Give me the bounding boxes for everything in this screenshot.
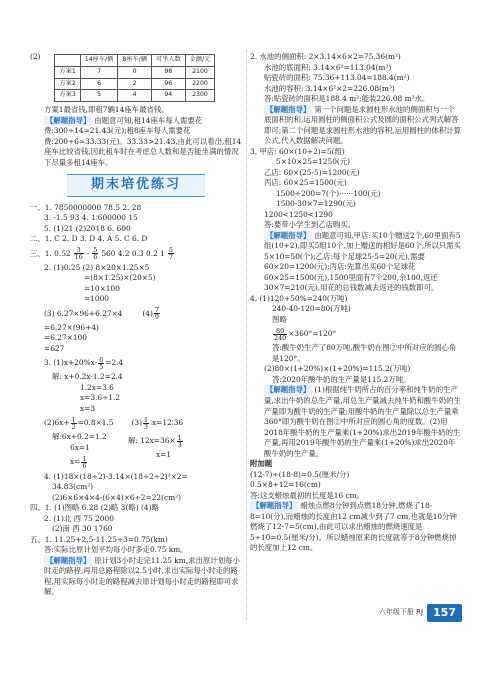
answer-line: =10×100 <box>84 283 120 293</box>
answer-line <box>128 432 184 450</box>
fraction <box>98 357 104 371</box>
hint-block <box>250 105 462 147</box>
hint-label: 【解题指导】 <box>266 230 311 240</box>
answer-text: ∶x=12∶36 <box>150 418 184 428</box>
question-number: (2) <box>30 52 41 61</box>
hint-block <box>30 116 242 169</box>
table-cell: 2100 <box>185 66 215 78</box>
denominator: 6 <box>93 253 98 262</box>
table-cell: 96 <box>151 78 185 90</box>
hint-text: (1)根据纯牛奶所占的百分率和纯牛奶的生产量,求出牛奶的总生产量,用总生产量减去纯牛奶和酸牛奶的生产量即为酸牛奶的生产量;用酸牛奶的生产量除以总生产量乘360°即为酸牛奶在图②中所对应的圆心角的度数。(2)用2018年酸牛奶的生产量乘(1+20%)求出2019年酸牛奶的生产量,再用2019年酸牛奶的生产量乘(1+20%)求出2020年酸牛奶的生产量。 <box>264 385 461 458</box>
answer-line: 贴瓷砖的面积: 75.36+113.04=188.4(m²) <box>264 73 410 83</box>
answer-line: (12-7)÷(18-8)=0.5(厘米/分) <box>250 469 350 479</box>
answer-line: 3. 甲店: 60×(10+2)=5(组) <box>250 146 345 156</box>
answer-line: 解:6x+0.2=1.2 <box>52 432 107 442</box>
answer-line: 4. (1)18×(18÷2)-3.14×(18÷2÷2)²×2= <box>44 471 188 481</box>
hint-block <box>30 556 242 598</box>
table-cell: 方案1 <box>55 66 80 78</box>
answer-line: 答:酸牛奶生产了80万吨,酸牛奶在图②中所对应的圆心角是120°。 <box>272 343 457 363</box>
hint-text: 由题意可知,甲店:买10个赠送2个,60里面有5组(10+2),即买5组10个,加上赠送的相好是60个,所以只需买5×10=50(个);乙店:每个足球25-5=20(元),需要60×20=1200(元);丙店:先算出买60个足球花60×25=1500(元),1500里面有7个200,余100,返还30×7=210(元),用花的总钱数减去返还的钱数即可。 <box>264 230 462 293</box>
table-cell: 0 <box>118 66 152 78</box>
extra-title: 附加题 <box>250 459 273 469</box>
table-header <box>55 55 80 67</box>
table-cell: 2300 <box>185 90 215 102</box>
table-row <box>55 78 215 90</box>
table-header: 14座车/辆 <box>80 55 118 67</box>
section-banner <box>30 174 242 196</box>
answer-line: x=3.6÷1.2 <box>80 393 121 403</box>
answer-line: 1500÷200=7(个)······100(元) <box>276 188 381 198</box>
hint-label: 【解题指导】 <box>46 555 91 565</box>
fraction <box>71 417 77 431</box>
table-cell: 5 <box>80 90 118 102</box>
answer-line: x=1 <box>156 450 172 460</box>
fraction <box>92 247 98 261</box>
answer-text: (2)6x+ <box>44 418 70 428</box>
answer-line: 四、1. (1)图略 6.28 (2)略 3(略) (4)略 <box>30 503 159 513</box>
answer-line: =1000 <box>84 294 110 304</box>
numerator: 1 <box>71 415 76 424</box>
column-divider <box>246 50 247 620</box>
answer-text: =0.8×1.5 <box>77 418 114 428</box>
answer-line: (2)6×6×4×4-(6×4)×6÷2=22(cm²) <box>52 492 181 502</box>
answer-line: 1200<1250<1290 <box>264 209 333 219</box>
answer-line: 5×10×25=1250(元) <box>276 157 351 167</box>
answer-line: 一、1. 7850000000 78.5 2. 28 <box>30 202 142 212</box>
hint-label: 【解题指导】 <box>266 385 311 395</box>
answer-line: 丙店: 60×25=1500(元) <box>264 178 347 188</box>
answer-text: - <box>86 248 90 258</box>
answer-line: 五、1. 11.25+2.5-11.25÷3=0.75(km) <box>30 534 168 544</box>
answer-text: x= <box>70 457 81 467</box>
table-cell: 2 <box>118 78 152 90</box>
fraction <box>81 456 87 470</box>
fraction <box>177 435 183 449</box>
equation-solutions <box>30 432 242 471</box>
hint-text: 原计划3小时走完11.25 km,求出原计划每小时走的路程,再用总路程除以2.5小时,求出实际每小时走的路程,用实际每小时走的路程减去原计划每小时走的路程即可求解。 <box>44 555 240 597</box>
answer-line: 1500-30×7=1290(元) <box>276 199 356 209</box>
right-column <box>250 52 462 554</box>
answer-line: 答:实际比原计划平均每小时多走0.75 km。 <box>44 545 188 555</box>
table-header: 8座车/辆 <box>118 55 152 67</box>
answer-text: ×360°=120° <box>288 329 337 339</box>
denominator: 5 <box>99 362 104 371</box>
answer-line: 水池的底面积: 3.14×6²=113.04(m²) <box>264 62 392 72</box>
hint-label: 【解题指导】 <box>252 501 297 511</box>
answer-text: 解: 12x=36× <box>128 436 176 446</box>
answer-line: (2)80×(1+20%)×(1+20%)=115.2(万吨) <box>264 364 411 374</box>
answer-line: 答:2020年酸牛奶的生产量是115.2万吨。 <box>272 374 411 384</box>
numerator: 80 <box>273 328 287 335</box>
answer-line: 2. 水池的侧面积: 2×3.14×6×2=75.36(m²) <box>250 52 401 61</box>
numerator: 3 <box>74 247 84 254</box>
bus-plan-table <box>54 54 215 102</box>
table-cell: 方案3 <box>55 90 80 102</box>
answer-line: 答:贴瓷砖的面积是188.4 m²;能装226.08 m³水。 <box>264 94 430 104</box>
table-cell: 方案2 <box>55 78 80 90</box>
table-row <box>55 90 215 102</box>
fraction <box>143 417 149 431</box>
denominator: 9 <box>154 313 159 322</box>
answer-line: =(8×1.25)×(20×5) <box>84 273 156 283</box>
numerator: 5 <box>168 245 173 254</box>
equation-3-solution <box>128 432 184 471</box>
answer-line: 6x=1 <box>70 442 90 452</box>
table-cell: 7 <box>80 66 118 78</box>
answer-line: 0.5×8+12=16(cm) <box>250 480 321 490</box>
table-cell: 98 <box>151 66 185 78</box>
answer-text: 3. (1)x+20%x- <box>44 358 98 368</box>
answer-line <box>30 245 242 263</box>
denominator: 7 <box>168 253 173 262</box>
denominator: 3 <box>144 422 149 431</box>
denominator: 16 <box>74 253 83 262</box>
grade-label: 六年级下册 RJ <box>378 607 424 616</box>
fraction <box>154 307 160 321</box>
fraction <box>168 247 174 261</box>
left-column <box>30 52 242 598</box>
table-cell: 2200 <box>185 78 215 90</box>
denominator: 240 <box>274 333 287 342</box>
answer-line: 答:要带小学生到乙店购买。 <box>264 220 356 230</box>
answer-text: 三、1. 0.52 <box>30 248 71 258</box>
answer-text: (3) 6.27×96+6.27×4 <box>44 308 123 318</box>
answer-line: 乙店: 60×(25-5)=1200(元) <box>264 167 360 177</box>
fraction <box>74 247 84 261</box>
answer-line <box>30 305 242 323</box>
answer-line: 2. (1)北 西 75 2000 <box>44 513 114 523</box>
answer-line <box>30 454 128 472</box>
numerator: 7 <box>154 305 159 314</box>
table-header: 金额/元 <box>185 55 215 67</box>
answer-line: =6.27×100 <box>44 333 87 343</box>
answer-line: 图略 <box>272 314 287 324</box>
denominator: 6 <box>82 462 87 470</box>
page-footer <box>379 604 462 622</box>
answer-line <box>30 354 242 372</box>
answer-line: =627 <box>44 343 65 353</box>
numerator: 1 <box>144 415 149 424</box>
answer-line: 答:这支蜡烛最初的长度是16 cm。 <box>250 490 365 500</box>
hint-block <box>250 231 462 294</box>
table-cell: 4 <box>118 90 152 102</box>
answer-line: 2. (1)0.25 (2) 8×20×1.25×5 <box>44 262 150 272</box>
answer-line: 4. (1)120+50%=240(万吨) <box>250 293 348 303</box>
answer-line: 5. (1)21 (2)2018 6. 600 <box>44 223 131 233</box>
conclusion-text: 方案1最省钱,即租7辆14座车最省钱。 <box>44 105 169 115</box>
answer-line: 1.2x=3.6 <box>80 382 114 392</box>
numerator: 1 <box>82 454 87 463</box>
answer-line: 水池的容积: 3.14×6²×2=226.08(m³) <box>264 83 395 93</box>
hint-label: 【解题指导】 <box>266 104 311 114</box>
answer-line: 240-40-120=80(万吨) <box>272 304 351 314</box>
equation-2-solution <box>30 432 128 471</box>
hint-block <box>250 501 462 554</box>
answer-line: x=3 <box>80 403 96 413</box>
page-number: 157 <box>427 604 462 622</box>
fraction <box>273 328 287 342</box>
answer-text: =2.4 <box>105 358 124 368</box>
answer-line: (2)南 西 30 1760 <box>52 524 113 534</box>
denominator: 3 <box>177 440 182 449</box>
question-2-table-block <box>30 52 242 102</box>
numerator: 1 <box>177 433 182 442</box>
answer-line: 解: x+0.2x-1.2=2.4 <box>52 372 123 382</box>
hint-text: 由题意可知,租14座车每人需要花费:300÷14≈21.43(元);租8座车每人需要花费:200÷6≈33.33(元)。33.33>21.43,由此可以看出,租14座车比较省钱,因此租车时在考虑总人数和是否能坐满的情况下尽量多租14座车。 <box>44 115 242 167</box>
hint-text: 蜡烛点燃8分钟到点燃18分钟,燃烧了18-8=10(分),而蜡烛的长度由12 cm减少到了7 cm,也就是10分钟燃烧了12-7=5(cm),由此可以求出蜡烛的燃烧速度是5÷10=0.5(厘米/分)。所以蜡烛原来的长度就等于8分钟燃烧掉的长度加上12 cm。 <box>250 501 457 553</box>
answer-text: (4) <box>142 308 153 318</box>
hint-block <box>250 385 462 459</box>
banner-title: 期末培优练习 <box>67 174 205 196</box>
answer-text: 560 4.2 0.3 0.2 1 <box>101 248 165 258</box>
answer-line: =6.27×(96+4) <box>44 322 99 332</box>
table-cell: 94 <box>151 90 185 102</box>
numerator: 5 <box>93 245 98 254</box>
hint-text: 第一个问题是求圆柱形水池的侧面积与一个底面积的和,运用圆柱的侧面积公式及圆的面积公式列式解答即可;第二个问题是求圆柱形水池的容积,运用圆柱的体积计算公式,代入数据解决问题。 <box>264 104 461 146</box>
answer-line <box>30 414 242 432</box>
answer-line: 3. -1.5 93 4. 1∶600000 15 <box>44 213 138 223</box>
answer-text: (3) <box>131 418 143 428</box>
answer-line <box>250 325 462 343</box>
answer-line: 34.83(cm²) <box>52 482 94 492</box>
table-row <box>55 66 215 78</box>
table-header: 可坐人数 <box>151 55 185 67</box>
table-header-row <box>55 55 215 67</box>
answer-line: 二、1. C 2. D 3. D 4. A 5. C 6. D <box>30 234 148 244</box>
numerator: 6 <box>99 355 104 364</box>
table-cell: 6 <box>80 78 118 90</box>
hint-label: 【解题指导】 <box>46 115 91 125</box>
denominator: 2 <box>71 422 76 431</box>
